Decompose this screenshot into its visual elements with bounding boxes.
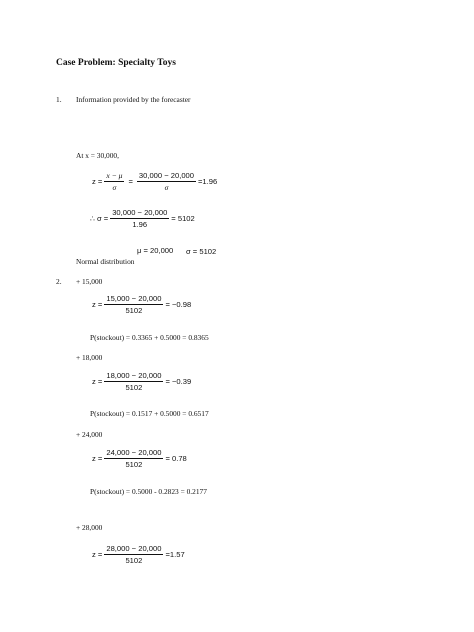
eq1-f1-num: x − μ [106,171,123,180]
case-rhs: = 0.78 [165,454,187,463]
case-lhs: z = [92,300,103,309]
case-probability-15000: P(stockout) = 0.3365 + 0.5000 = 0.8365 [90,333,209,342]
q2-number: 2. [56,277,62,286]
eq1-f1-den: σ [112,183,117,192]
eq1-fraction-2 [137,171,196,192]
eq2-den: 1.96 [132,220,148,229]
case-label-24000: + 24,000 [76,430,103,439]
case-den: 5102 [125,556,143,565]
case-den: 5102 [125,460,143,469]
case-label-15000: + 15,000 [76,277,103,286]
case-probability-24000: P(stockout) = 0.5000 - 0.2823 = 0.2177 [90,487,207,496]
case-fraction [104,448,163,469]
q1-number: 1. [56,95,62,104]
case-equation-18000 [92,371,191,392]
case-equation-15000 [92,294,191,315]
case-rhs: = −0.98 [165,300,192,309]
q1-text: Information provided by the forecaster [76,95,191,104]
page-title: Case Problem: Specialty Toys [56,58,176,68]
eq2-lhs: ∴ σ = [90,214,109,223]
eq2-num: 30,000 − 20,000 [112,208,168,217]
q1-at-x: At x = 30,000, [76,151,119,160]
case-den: 5102 [125,383,143,392]
q1-equation-1 [92,171,217,192]
case-equation-28000 [92,544,185,565]
eq1-lhs: z = [92,177,103,186]
case-num: 24,000 − 20,000 [106,448,162,457]
case-fraction [104,371,163,392]
case-rhs: =1.57 [165,550,185,559]
eq1-fraction-1 [104,171,124,192]
case-den: 5102 [125,306,143,315]
case-label-28000: + 28,000 [76,523,103,532]
eq2-rhs: = 5102 [171,214,195,223]
q1-equation-2 [90,208,195,229]
case-probability-18000: P(stockout) = 0.1517 + 0.5000 = 0.6517 [90,409,209,418]
eq1-f2-num: 30,000 − 20,000 [138,171,194,180]
case-lhs: z = [92,550,103,559]
case-fraction [104,294,163,315]
eq1-equals: = [128,177,133,186]
eq1-rhs: =1.96 [198,177,218,186]
mu-value: μ = 20,000 [137,246,174,255]
case-num: 28,000 − 20,000 [106,544,162,553]
case-lhs: z = [92,454,103,463]
eq1-f2-den: σ [164,183,169,192]
case-equation-24000 [92,448,187,469]
case-label-18000: + 18,000 [76,353,103,362]
eq2-fraction [110,208,169,229]
case-num: 18,000 − 20,000 [106,371,162,380]
case-rhs: = −0.39 [165,377,192,386]
normal-distribution-label: Normal distribution [76,257,135,266]
case-fraction [104,544,163,565]
case-num: 15,000 − 20,000 [106,294,162,303]
case-lhs: z = [92,377,103,386]
sigma-value: σ = 5102 [186,247,217,256]
